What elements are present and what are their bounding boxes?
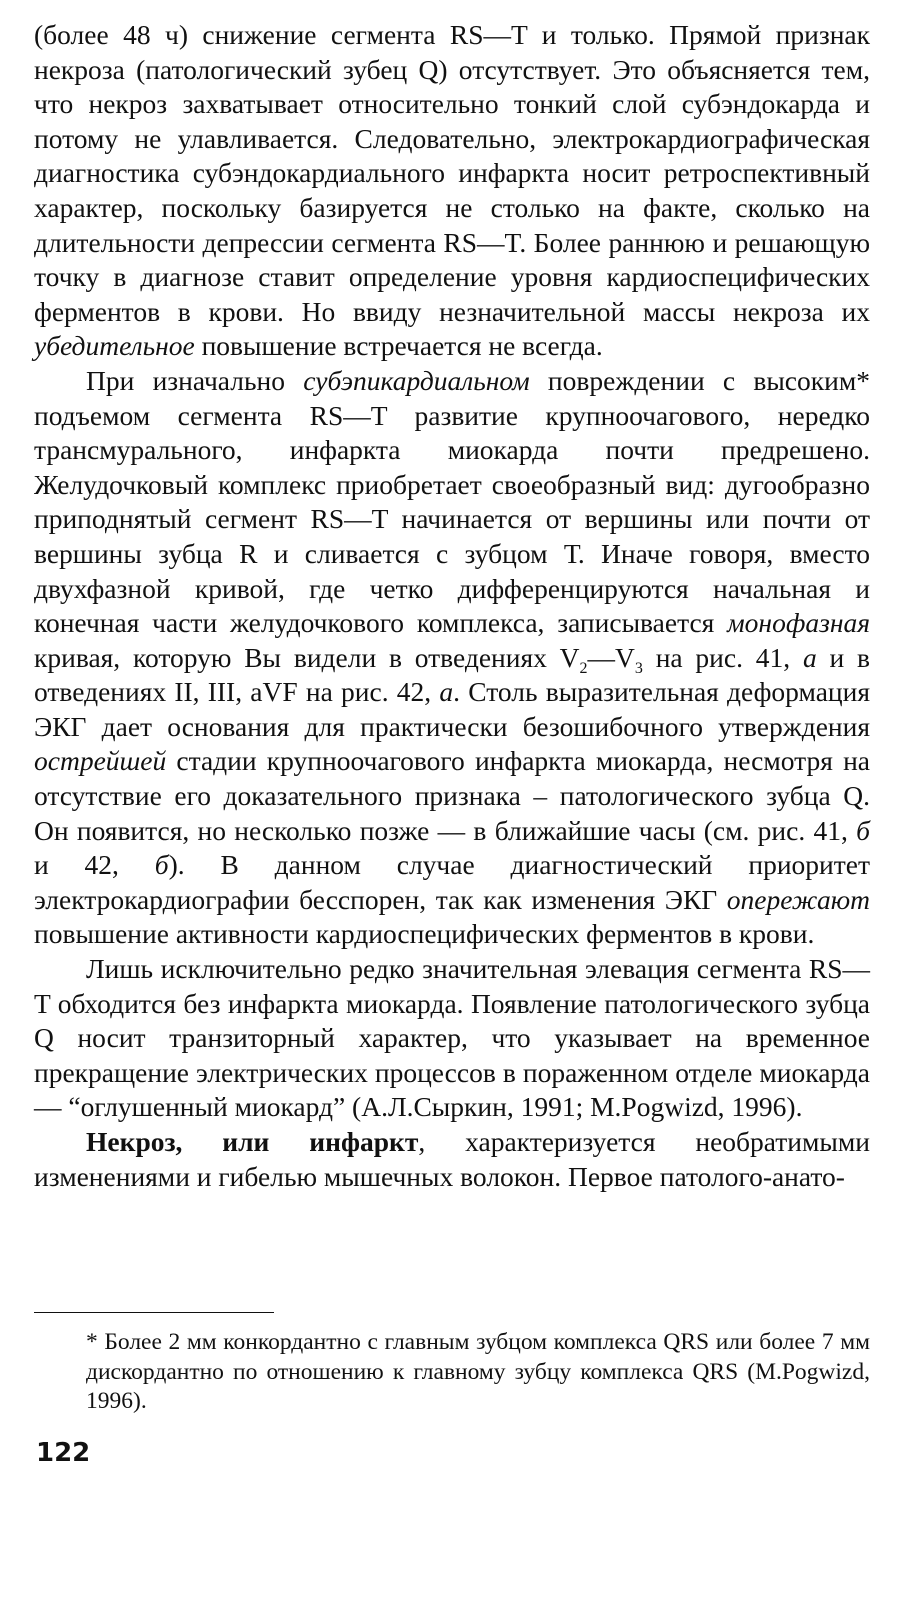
subscript: 3 xyxy=(634,659,643,677)
subscript: 2 xyxy=(579,659,588,677)
bold-text: Некроз, или инфаркт xyxy=(86,1126,419,1157)
main-text xyxy=(34,18,870,1194)
italic-text: субэпикардиальном xyxy=(303,364,530,396)
text-run: Лишь исключительно редко значительная элевация сегмента RS—T обходится без инфаркта миокарда. Появление патологического зубца Q носит транзиторный характер, что указывает на временное прекращение электрических процессов в пораженном отделе миокарда — “оглушенный миокард” (А.Л.Сыркин, 1991; M.Pogwizd, 1996). xyxy=(34,953,870,1123)
italic-text: б xyxy=(154,849,169,881)
text-run: на рис. 41, xyxy=(642,641,803,673)
footnote xyxy=(34,1328,870,1417)
text-run: При изначально xyxy=(86,364,304,396)
italic-text: опережают xyxy=(726,883,870,915)
text-run: и в отведениях II, III, aVF на рис. 42, xyxy=(34,641,870,708)
text-run: ). В данном случае диагностический приоритет электрокардиографии бесспорен, так как изменения ЭКГ xyxy=(34,849,870,915)
text-run: , характеризуется необратимыми изменениями и гибелью мышечных волокон. Первое патолого-анато- xyxy=(34,1126,870,1192)
text-run: (более 48 ч) снижение сегмента RS—T и только. Прямой признак некроза (патологический зубец Q) отсутствует. Это объясняется тем, что некроз захватывает относительно тонкий слой субэндокарда и потому не улавливается. Следовательно, электрокардиографическая диагностика субэндокардиального инфаркта носит ретроспективный характер, поскольку базируется не столько на факте, сколько на длительности депрессии сегмента RS—T. Более раннюю и решающую точку в диагнозе ставит определение уровня кардиоспецифических ферментов в крови. Но ввиду незначительной массы некроза их xyxy=(34,19,870,327)
text-run: повышение встречается не всегда. xyxy=(194,330,603,362)
paragraph-2 xyxy=(34,364,870,952)
text-run: повышение активности кардиоспецифических ферментов в крови. xyxy=(34,918,815,950)
italic-text: б xyxy=(856,814,870,846)
text-run: кривая, которую Вы видели в отведениях V xyxy=(34,641,580,673)
page-number: 122 xyxy=(36,1438,91,1468)
paragraph-1 xyxy=(34,18,870,364)
footnote-text: * Более 2 мм конкордантно с главным зубцом комплекса QRS или более 7 мм дискордантно по отношению к главному зубцу комплекса QRS (M.Pogwizd, 1996). xyxy=(86,1329,870,1414)
text-run: —V xyxy=(587,641,635,673)
text-run: . Столь выразительная деформация ЭКГ дает основания для практически безошибочного утверждения xyxy=(34,676,870,742)
italic-text: острейшей xyxy=(34,745,167,777)
text-run: стадии крупноочагового инфаркта миокарда, несмотря на отсутствие его доказательного признака – патологического зубца Q. Он появится, но несколько позже — в ближайшие часы (см. рис. 41, xyxy=(34,745,870,846)
text-run: повреждении с высоким* подъемом сегмента RS—T развитие крупноочагового, нередко трансмурального, инфаркта миокарда почти предрешено. Желудочковый комплекс приобретает своеобразный вид: дугообразно приподнятый сегмент RS—T начинается от вершины или почти от вершины зубца R и сливается с зубцом Т. Иначе говоря, вместо двухфазной кривой, где четко дифференцируются начальная и конечная части желудочкового комплекса, записывается xyxy=(34,364,870,639)
text-run: и 42, xyxy=(34,849,155,881)
footnote-divider xyxy=(34,1312,274,1313)
italic-text: монофазная xyxy=(727,607,870,639)
italic-text: убедительное xyxy=(34,330,195,362)
italic-text: а xyxy=(802,641,817,673)
paragraph-3 xyxy=(34,952,870,1125)
page-body xyxy=(34,18,870,1194)
paragraph-4 xyxy=(34,1125,870,1194)
italic-text: а xyxy=(439,676,454,708)
